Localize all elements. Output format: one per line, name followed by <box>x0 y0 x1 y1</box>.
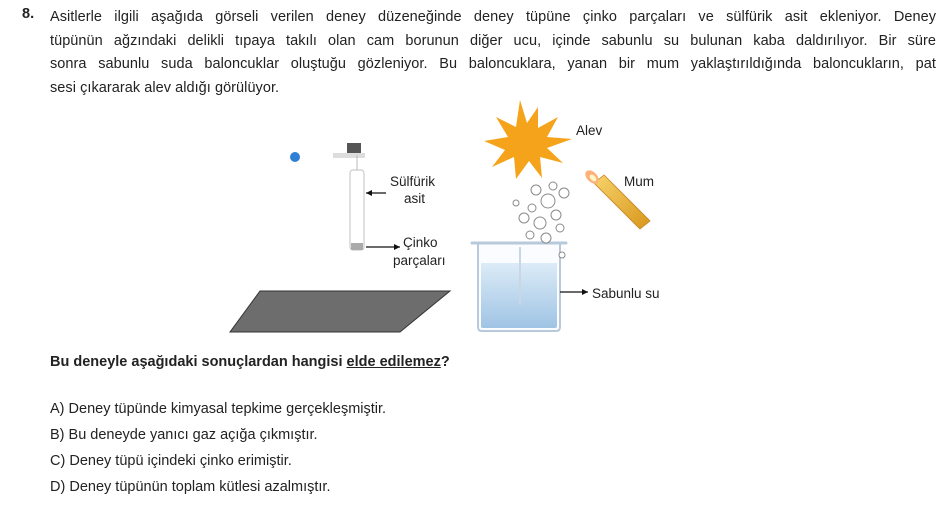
stem-line: sonra sabunlu suda baloncuklar oluştuğu gözleniyor. Bu baloncuklara, yanan bir mum yaklaştırıldığında baloncukların, pat <box>50 56 936 73</box>
question-prompt <box>50 354 450 370</box>
question-number: 8. <box>22 6 35 22</box>
blue-dot <box>290 152 300 162</box>
answer-options <box>50 396 386 500</box>
option-text: Deney tüpü içindeki çinko erimiştir. <box>69 453 292 469</box>
zinc-label-line2: parçaları <box>393 253 446 268</box>
option-text: Deney tüpünün toplam kütlesi azalmıştır. <box>69 479 331 495</box>
platform <box>230 291 450 332</box>
flame-icon <box>484 100 572 179</box>
prompt-text: Bu deneyle aşağıdaki sonuçlardan hangisi <box>50 354 347 370</box>
acid-label-line1: Sülfürik <box>390 174 436 189</box>
beaker <box>472 243 566 331</box>
option-c[interactable] <box>50 448 386 474</box>
option-a[interactable] <box>50 396 386 422</box>
zinc-label-line1: Çinko <box>403 235 438 250</box>
zinc-arrow <box>366 244 400 250</box>
acid-label-line2: asit <box>404 191 426 206</box>
experiment-illustration <box>220 95 700 340</box>
question-stem <box>50 6 936 100</box>
flame-label: Alev <box>576 123 603 138</box>
option-letter: A) <box>50 401 65 417</box>
stem-line: tüpünün ağzındaki delikli tıpaya takılı olan cam borunun diğer ucu, içinde sabunlu su bulunan kaba daldırılıyor. Bir süre <box>50 32 936 49</box>
option-d[interactable] <box>50 474 386 500</box>
test-tube <box>333 143 365 250</box>
option-text: Deney tüpünde kimyasal tepkime gerçekleşmiştir. <box>68 401 387 417</box>
candle-label: Mum <box>624 174 654 189</box>
prompt-end: ? <box>440 354 450 370</box>
stem-line: Asitlerle ilgili aşağıda görseli verilen deney düzeneğinde deney tüpüne çinko parçaları ve sülfürik asit ekleniyor. Deney <box>50 9 936 25</box>
experiment-figure <box>220 95 700 340</box>
option-b[interactable] <box>50 422 386 448</box>
option-text: Bu deneyde yanıcı gaz açığa çıkmıştır. <box>68 427 318 443</box>
prompt-emphasis: elde edilemez <box>346 354 441 370</box>
soapy-water-label: Sabunlu su <box>592 286 660 301</box>
option-letter: D) <box>50 479 66 495</box>
option-letter: B) <box>50 427 65 443</box>
acid-arrow <box>366 190 386 196</box>
stem-line: sesi çıkararak alev aldığı görülüyor. <box>50 79 280 96</box>
soapy-water-arrow <box>560 289 588 295</box>
option-letter: C) <box>50 453 66 469</box>
